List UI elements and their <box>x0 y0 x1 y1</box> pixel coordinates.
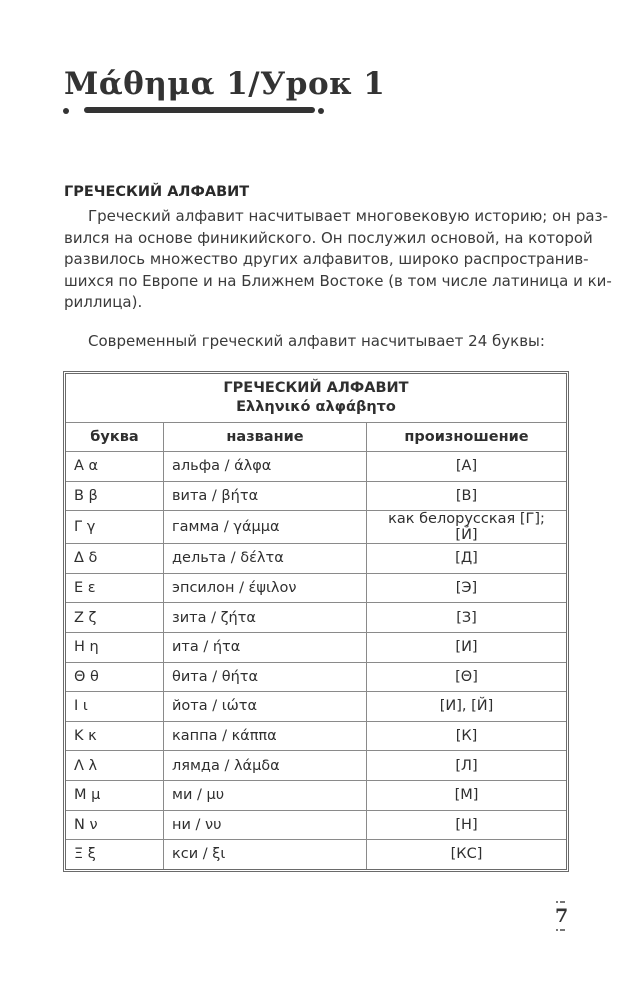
table-row <box>66 692 566 722</box>
letter-cell: Κ κ <box>66 721 164 751</box>
table-row <box>66 662 566 692</box>
pronunciation-cell: [Θ] <box>367 662 567 692</box>
letter-cell: Α α <box>66 452 164 482</box>
intro-paragraph <box>64 206 612 314</box>
name-cell: лямда / λάμδα <box>164 751 367 781</box>
paragraph-line: развилось множество других алфавитов, широко распространив- <box>64 250 589 269</box>
name-cell: зита / ζήτα <box>164 603 367 633</box>
page-number: 7 <box>555 905 569 927</box>
pronunciation-cell: [Э] <box>367 573 567 603</box>
letter-cell: Ξ ξ <box>66 840 164 869</box>
paragraph-line: вился на основе финикийского. Он послужил основой, на которой <box>64 228 593 247</box>
name-cell: ми / μυ <box>164 780 367 810</box>
name-cell: кси / ξι <box>164 840 367 869</box>
title-underline-dot-right <box>318 108 324 114</box>
name-cell: альфа / άλφα <box>164 452 367 482</box>
pronunciation-cell: [А] <box>367 452 567 482</box>
table-row <box>66 544 566 574</box>
table-caption <box>66 374 566 423</box>
name-cell: гамма / γάμμα <box>164 511 367 544</box>
alphabet-count-paragraph: Современный греческий алфавит насчитывает 24 буквы: <box>88 332 545 350</box>
greek-alphabet-table <box>63 371 569 872</box>
column-header-letter: буква <box>66 423 164 452</box>
name-cell: вита / βήτα <box>164 481 367 511</box>
section-heading: ГРЕЧЕСКИЙ АЛФАВИТ <box>64 184 250 200</box>
letter-cell: Δ δ <box>66 544 164 574</box>
column-header-name: название <box>164 423 367 452</box>
letter-cell: Ε ε <box>66 573 164 603</box>
letter-cell: Ν ν <box>66 810 164 840</box>
letter-cell: Β β <box>66 481 164 511</box>
table-row <box>66 603 566 633</box>
table-row <box>66 632 566 662</box>
table-row <box>66 780 566 810</box>
letter-cell: Ι ι <box>66 692 164 722</box>
pronunciation-cell: [В] <box>367 481 567 511</box>
page-number-ornament-top <box>556 901 568 903</box>
table-row <box>66 721 566 751</box>
pronunciation-cell: [И], [Й] <box>367 692 567 722</box>
name-cell: эпсилон / έψιλον <box>164 573 367 603</box>
title-underline-dot-left <box>63 108 69 114</box>
name-cell: θита / θήτα <box>164 662 367 692</box>
pronunciation-cell: [Л] <box>367 751 567 781</box>
letter-cell: Θ θ <box>66 662 164 692</box>
title-underline-bar <box>84 107 315 113</box>
table-row <box>66 511 566 544</box>
table-row <box>66 481 566 511</box>
name-cell: дельта / δέλτα <box>164 544 367 574</box>
letter-cell: Μ μ <box>66 780 164 810</box>
table-row <box>66 452 566 482</box>
letter-cell: Λ λ <box>66 751 164 781</box>
paragraph-line: шихся по Европе и на Ближнем Востоке (в том числе латиница и ки- <box>64 271 612 290</box>
pronunciation-cell: как белорусская [Г]; [Й] <box>367 511 567 544</box>
table-row <box>66 810 566 840</box>
pronunciation-cell: [К] <box>367 721 567 751</box>
column-header-pronunciation: произношение <box>367 423 567 452</box>
table-row <box>66 840 566 869</box>
lesson-title: Μάθημα 1/Урок 1 <box>64 66 386 102</box>
pronunciation-cell: [М] <box>367 780 567 810</box>
pronunciation-cell: [З] <box>367 603 567 633</box>
letter-cell: Η η <box>66 632 164 662</box>
name-cell: ни / νυ <box>164 810 367 840</box>
paragraph-line: Греческий алфавит насчитывает многовековую историю; он раз- <box>88 207 608 225</box>
pronunciation-cell: [И] <box>367 632 567 662</box>
pronunciation-cell: [Д] <box>367 544 567 574</box>
name-cell: каппа / κάππα <box>164 721 367 751</box>
pronunciation-cell: [КС] <box>367 840 567 869</box>
table-row <box>66 573 566 603</box>
paragraph-line: риллица). <box>64 293 143 312</box>
pronunciation-cell: [Н] <box>367 810 567 840</box>
table-row <box>66 751 566 781</box>
letter-cell: Ζ ζ <box>66 603 164 633</box>
name-cell: ита / ήτα <box>164 632 367 662</box>
name-cell: йота / ιώτα <box>164 692 367 722</box>
table-caption-el: Ελληνικό αλφάβητο <box>236 399 396 415</box>
letter-cell: Γ γ <box>66 511 164 544</box>
table-caption-ru: ГРЕЧЕСКИЙ АЛФАВИТ <box>223 380 409 396</box>
page-number-ornament-bottom <box>556 929 568 931</box>
